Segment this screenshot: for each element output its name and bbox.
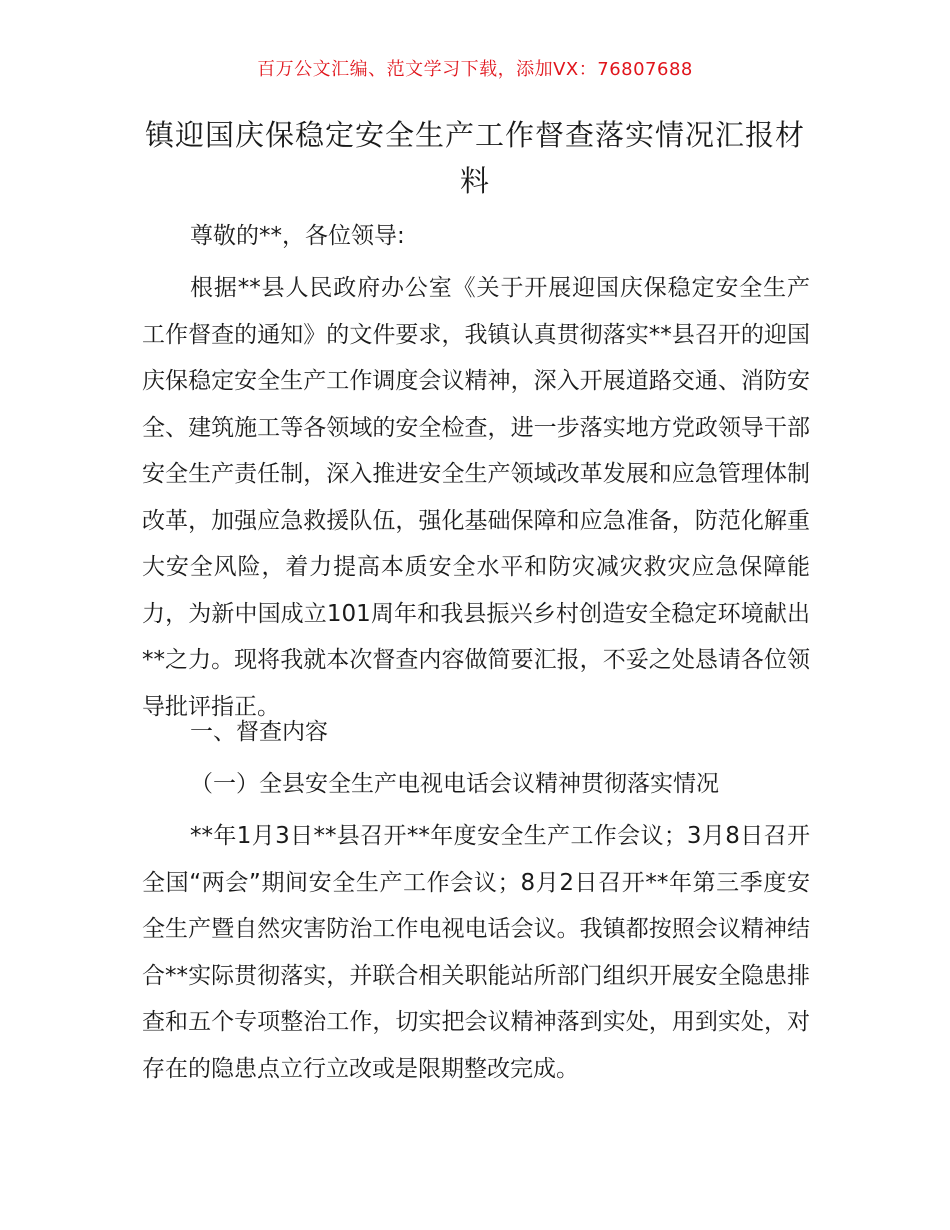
section-heading-1: 一、督查内容 xyxy=(190,719,328,745)
intro-paragraph: 根据**县人民政府办公室《关于开展迎国庆保稳定安全生产工作督查的通知》的文件要求，我镇认真贯彻落实**县召开的迎国庆保稳定安全生产工作调度会议精神，深入开展道路交通、消防安全、建筑施工等各领域的安全检查，进一步落实地方党政领导干部安全生产责任制，深入推进安全生产领域改革发展和应急管理体制改革，加强应急救援队伍，强化基础保障和应急准备，防范化解重大安全风险，着力提高本质安全水平和防灾减灾救灾应急保障能力，为新中国成立101周年和我县振兴乡村创造安全稳定环境献出**之力。现将我就本次督查内容做简要汇报，不妥之处恳请各位领导批评指正。 xyxy=(142,275,810,720)
subsection-heading-1: （一）全县安全生产电视电话会议精神贯彻落实情况 xyxy=(190,771,719,797)
greeting-line: 尊敬的**，各位领导: xyxy=(190,223,405,249)
body-paragraph-2: **年1月3日**县召开**年度安全生产工作会议；3月8日召开全国“两会”期间安全生产工作会议；8月2日召开**年第三季度安全生产暨自然灾害防治工作电视电话会议。我镇都按照会议精神结合**实际贯彻落实，并联合相关职能站所部门组织开展安全隐患排查和五个专项整治工作，切实把会议精神落到实处，用到实处，对存在的隐患点立行立改或是限期整改完成。 xyxy=(142,823,810,1082)
header-watermark-note: 百万公文汇编、范文学习下载，添加VX：76807688 xyxy=(257,59,693,80)
document-title: 镇迎国庆保稳定安全生产工作督查落实情况汇报材料 xyxy=(144,118,805,198)
